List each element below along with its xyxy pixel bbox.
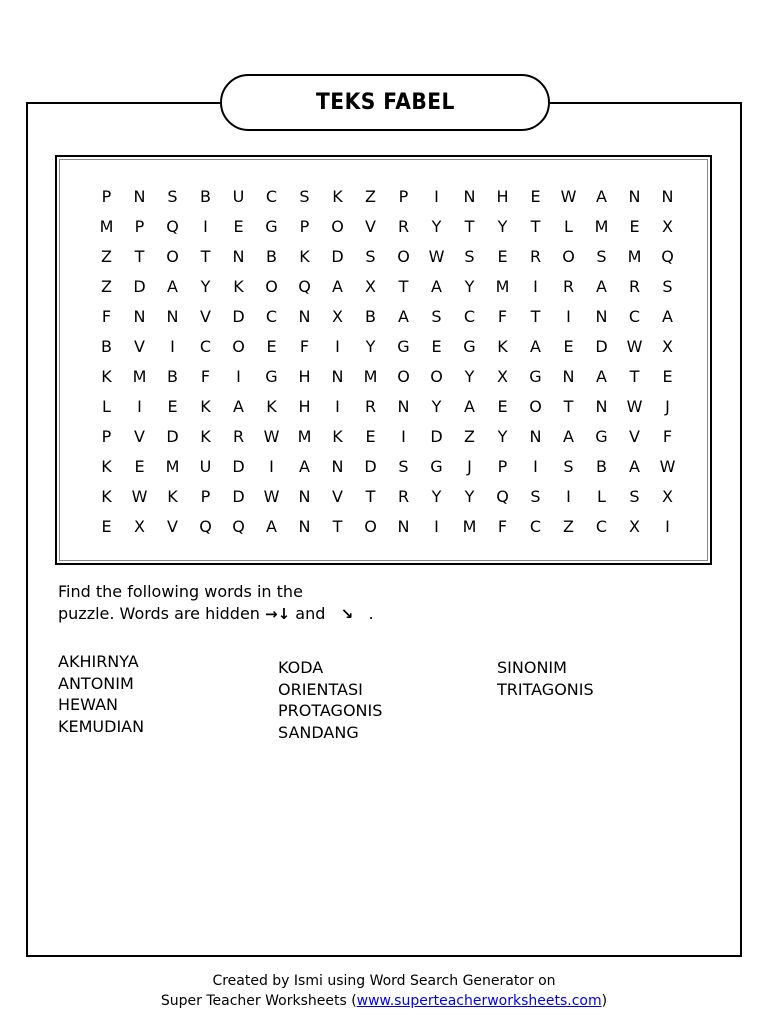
grid-letter: Q xyxy=(661,246,674,266)
grid-letter: C xyxy=(463,306,476,326)
grid-letter: O xyxy=(232,336,245,356)
grid-letter: Y xyxy=(365,336,376,356)
grid-letter: S xyxy=(629,486,640,506)
grid-letter: D xyxy=(595,336,608,356)
grid-letter: E xyxy=(431,336,442,356)
grid-letter: Q xyxy=(166,216,179,236)
grid-letter: W xyxy=(626,336,643,356)
grid-letter: V xyxy=(629,426,640,446)
grid-letter: O xyxy=(364,516,377,536)
grid-letter: X xyxy=(497,366,508,386)
grid-letter: T xyxy=(200,246,211,266)
grid-letter: F xyxy=(497,306,508,326)
grid-letter: N xyxy=(562,366,575,386)
instructions-and: and xyxy=(295,604,326,623)
grid-letter: W xyxy=(263,426,280,446)
grid-letter: T xyxy=(464,216,475,236)
grid-letter: V xyxy=(365,216,376,236)
grid-letter: S xyxy=(365,246,376,266)
grid-letter: T xyxy=(530,306,541,326)
grid-letter: I xyxy=(434,516,439,536)
grid-letter: Q xyxy=(232,516,245,536)
grid-letter: R xyxy=(364,396,377,416)
grid-letter: N xyxy=(298,516,311,536)
grid-letter: O xyxy=(397,246,410,266)
grid-letter: A xyxy=(596,276,607,296)
grid-letter: Y xyxy=(200,276,211,296)
grid-letter: I xyxy=(533,456,538,476)
word-item: TRITAGONIS xyxy=(497,679,594,699)
grid-letter: X xyxy=(662,216,673,236)
grid-letter: Y xyxy=(464,366,475,386)
grid-letter: A xyxy=(167,276,178,296)
grid-letter: V xyxy=(167,516,178,536)
grid-letter: J xyxy=(665,396,670,416)
grid-letter: S xyxy=(662,276,673,296)
grid-letter: G xyxy=(595,426,608,446)
grid-letter: A xyxy=(662,306,673,326)
grid-letter: N xyxy=(232,246,245,266)
grid-letter: N xyxy=(166,306,179,326)
grid-letter: Y xyxy=(431,216,442,236)
grid-letter: A xyxy=(530,336,541,356)
grid-letter: A xyxy=(233,396,244,416)
grid-letter: K xyxy=(266,396,277,416)
grid-letter: G xyxy=(430,456,443,476)
grid-letter: B xyxy=(266,246,277,266)
grid-letter: Y xyxy=(431,486,442,506)
grid-letter: R xyxy=(397,216,410,236)
grid-letter: P xyxy=(134,216,145,236)
grid-letter: B xyxy=(101,336,112,356)
grid-letter: R xyxy=(562,276,575,296)
grid-letter: R xyxy=(628,276,641,296)
grid-letter: M xyxy=(132,366,147,386)
grid-letter: K xyxy=(200,396,211,416)
grid-letter: G xyxy=(265,216,278,236)
grid-letter: W xyxy=(428,246,445,266)
grid-letter: F xyxy=(299,336,310,356)
grid-letter: G xyxy=(397,336,410,356)
grid-letter: Y xyxy=(497,426,508,446)
grid-letter: B xyxy=(365,306,376,326)
grid-letter: T xyxy=(134,246,145,266)
word-item: ORIENTASI xyxy=(278,679,363,699)
grid-letter: M xyxy=(495,276,510,296)
word-item: KEMUDIAN xyxy=(58,716,145,736)
grid-row xyxy=(90,211,684,241)
grid-letter: X xyxy=(365,276,376,296)
grid-letter: Y xyxy=(464,486,475,506)
grid-letter: I xyxy=(566,306,571,326)
instructions-period: . xyxy=(368,604,374,623)
grid-letter: C xyxy=(529,516,542,536)
grid-letter: F xyxy=(497,516,508,536)
grid-letter: A xyxy=(563,426,574,446)
grid-letter: N xyxy=(298,486,311,506)
grid-row xyxy=(90,271,684,301)
grid-letter: E xyxy=(365,426,376,446)
word-item: KODA xyxy=(278,658,324,677)
grid-letter: I xyxy=(401,426,406,446)
word-item: SINONIM xyxy=(497,658,567,677)
instructions-text: puzzle. Words are hidden xyxy=(58,604,260,623)
word-item: HEWAN xyxy=(58,695,118,714)
grid-letter: Z xyxy=(101,276,112,296)
grid-letter: Z xyxy=(563,516,574,536)
grid-letter: E xyxy=(563,336,574,356)
grid-letter: B xyxy=(200,186,211,206)
grid-letter: Q xyxy=(496,486,509,506)
grid-letter: Y xyxy=(431,396,442,416)
grid-letter: A xyxy=(266,516,277,536)
grid-letter: F xyxy=(200,366,211,386)
grid-letter: D xyxy=(430,426,443,446)
grid-letter: A xyxy=(629,456,640,476)
grid-letter: M xyxy=(594,216,609,236)
grid-letter: V xyxy=(134,426,145,446)
instructions-line-1: Find the following words in the xyxy=(58,582,303,601)
grid-letter: P xyxy=(398,186,409,206)
grid-letter: S xyxy=(563,456,574,476)
grid-letter: E xyxy=(101,516,112,536)
grid-letter: I xyxy=(137,396,142,416)
grid-letter: T xyxy=(629,366,640,386)
grid-letter: E xyxy=(497,246,508,266)
grid-letter: A xyxy=(431,276,442,296)
grid-letter: E xyxy=(167,396,178,416)
grid-letter: T xyxy=(398,276,409,296)
word-item: PROTAGONIS xyxy=(278,701,383,720)
grid-letter: Z xyxy=(464,426,475,446)
grid-letter: V xyxy=(200,306,211,326)
grid-letter: E xyxy=(662,366,673,386)
footer-link[interactable]: www.superteacherworksheets.com xyxy=(356,993,602,1009)
grid-letter: M xyxy=(363,366,378,386)
grid-letter: R xyxy=(529,246,542,266)
grid-row xyxy=(90,361,684,391)
grid-letter: S xyxy=(431,306,442,326)
grid-letter: W xyxy=(659,456,676,476)
grid-letter: I xyxy=(335,336,340,356)
grid-letter: U xyxy=(199,456,212,476)
letter-grid xyxy=(90,181,684,541)
grid-row xyxy=(90,481,684,511)
word-item: AKHIRNYA xyxy=(58,652,139,671)
grid-letter: T xyxy=(365,486,376,506)
grid-letter: O xyxy=(397,366,410,386)
grid-letter: L xyxy=(597,486,606,506)
word-list-column-1 xyxy=(58,651,144,737)
grid-letter: Y xyxy=(497,216,508,236)
grid-letter: K xyxy=(233,276,244,296)
grid-letter: H xyxy=(298,366,311,386)
word-list-column-3 xyxy=(497,657,594,700)
grid-letter: N xyxy=(661,186,674,206)
grid-letter: D xyxy=(232,306,245,326)
grid-letter: A xyxy=(398,306,409,326)
grid-letter: A xyxy=(332,276,343,296)
grid-letter: M xyxy=(165,456,180,476)
grid-letter: N xyxy=(331,456,344,476)
grid-letter: D xyxy=(166,426,179,446)
grid-letter: N xyxy=(133,306,146,326)
grid-letter: P xyxy=(101,186,112,206)
grid-letter: E xyxy=(134,456,145,476)
grid-letter: U xyxy=(232,186,245,206)
grid-letter: K xyxy=(101,366,112,386)
word-list-column-2 xyxy=(278,657,382,743)
grid-letter: T xyxy=(563,396,574,416)
grid-letter: G xyxy=(529,366,542,386)
grid-letter: C xyxy=(265,186,278,206)
grid-letter: P xyxy=(101,426,112,446)
grid-letter: E xyxy=(629,216,640,236)
grid-letter: E xyxy=(266,336,277,356)
instructions-line-2 xyxy=(58,603,374,625)
grid-letter: V xyxy=(332,486,343,506)
grid-letter: D xyxy=(331,246,344,266)
grid-letter: N xyxy=(298,306,311,326)
grid-letter: I xyxy=(665,516,670,536)
grid-letter: R xyxy=(232,426,245,446)
grid-letter: C xyxy=(595,516,608,536)
grid-letter: O xyxy=(166,246,179,266)
grid-letter: P xyxy=(497,456,508,476)
grid-letter: N xyxy=(331,366,344,386)
grid-letter: S xyxy=(464,246,475,266)
grid-letter: X xyxy=(629,516,640,536)
grid-letter: S xyxy=(398,456,409,476)
grid-letter: O xyxy=(562,246,575,266)
grid-letter: I xyxy=(434,186,439,206)
grid-letter: Z xyxy=(101,246,112,266)
grid-letter: F xyxy=(101,306,112,326)
grid-letter: X xyxy=(134,516,145,536)
footer-credit: Created by Ismi using Word Search Generator on xyxy=(212,973,556,989)
title-banner xyxy=(220,74,550,131)
grid-letter: F xyxy=(662,426,673,446)
grid-letter: S xyxy=(530,486,541,506)
grid-letter: Z xyxy=(365,186,376,206)
grid-letter: N xyxy=(397,396,410,416)
grid-letter: I xyxy=(269,456,274,476)
grid-letter: Y xyxy=(464,276,475,296)
grid-row xyxy=(90,451,684,481)
grid-letter: N xyxy=(133,186,146,206)
grid-letter: S xyxy=(167,186,178,206)
grid-letter: E xyxy=(233,216,244,236)
grid-letter: K xyxy=(332,186,343,206)
grid-letter: B xyxy=(596,456,607,476)
grid-letter: I xyxy=(170,336,175,356)
grid-letter: X xyxy=(332,306,343,326)
grid-letter: J xyxy=(467,456,472,476)
grid-letter: V xyxy=(134,336,145,356)
grid-letter: N xyxy=(595,306,608,326)
grid-letter: O xyxy=(430,366,443,386)
grid-letter: O xyxy=(265,276,278,296)
grid-letter: H xyxy=(298,396,311,416)
grid-letter: C xyxy=(628,306,641,326)
grid-row xyxy=(90,511,684,541)
grid-row xyxy=(90,301,684,331)
grid-letter: Q xyxy=(199,516,212,536)
grid-letter: T xyxy=(332,516,343,536)
footer-source-suffix: ) xyxy=(601,993,608,1009)
grid-letter: D xyxy=(133,276,146,296)
grid-letter: G xyxy=(463,336,476,356)
grid-letter: K xyxy=(101,486,112,506)
grid-letter: A xyxy=(299,456,310,476)
grid-letter: B xyxy=(167,366,178,386)
grid-letter: N xyxy=(397,516,410,536)
grid-letter: P xyxy=(200,486,211,506)
grid-letter: X xyxy=(662,336,673,356)
grid-letter: K xyxy=(101,456,112,476)
grid-letter: P xyxy=(299,216,310,236)
grid-letter: L xyxy=(102,396,111,416)
grid-letter: I xyxy=(566,486,571,506)
grid-letter: E xyxy=(530,186,541,206)
grid-letter: N xyxy=(595,396,608,416)
grid-letter: O xyxy=(529,396,542,416)
grid-letter: K xyxy=(332,426,343,446)
grid-row xyxy=(90,241,684,271)
grid-letter: C xyxy=(199,336,212,356)
grid-letter: E xyxy=(497,396,508,416)
grid-letter: D xyxy=(364,456,377,476)
footer xyxy=(0,971,768,1011)
grid-row xyxy=(90,181,684,211)
grid-letter: K xyxy=(167,486,178,506)
grid-letter: I xyxy=(335,396,340,416)
grid-letter: L xyxy=(564,216,573,236)
grid-row xyxy=(90,421,684,451)
grid-letter: R xyxy=(397,486,410,506)
grid-letter: H xyxy=(496,186,509,206)
grid-letter: N xyxy=(463,186,476,206)
grid-letter: K xyxy=(497,336,508,356)
instructions xyxy=(58,581,374,625)
grid-letter: M xyxy=(462,516,477,536)
grid-letter: W xyxy=(131,486,148,506)
grid-letter: I xyxy=(236,366,241,386)
grid-letter: D xyxy=(232,486,245,506)
grid-letter: S xyxy=(299,186,310,206)
grid-letter: X xyxy=(662,486,673,506)
grid-letter: I xyxy=(533,276,538,296)
grid-letter: M xyxy=(297,426,312,446)
grid-letter: T xyxy=(530,216,541,236)
word-item: SANDANG xyxy=(278,722,359,742)
footer-source xyxy=(0,991,768,1011)
grid-letter: Q xyxy=(298,276,311,296)
word-item: ANTONIM xyxy=(58,673,134,693)
grid-row xyxy=(90,331,684,361)
grid-row xyxy=(90,391,684,421)
grid-letter: M xyxy=(627,246,642,266)
grid-letter: S xyxy=(596,246,607,266)
grid-letter: A xyxy=(596,366,607,386)
grid-letter: D xyxy=(232,456,245,476)
page-title: TEKS FABEL xyxy=(315,90,455,115)
grid-letter: W xyxy=(263,486,280,506)
grid-letter: W xyxy=(560,186,577,206)
grid-letter: N xyxy=(628,186,641,206)
grid-letter: K xyxy=(299,246,310,266)
grid-letter: A xyxy=(596,186,607,206)
grid-letter: I xyxy=(203,216,208,236)
direction-arrows-icon: →↓ xyxy=(265,605,291,623)
footer-source-prefix: Super Teacher Worksheets ( xyxy=(160,993,357,1009)
grid-letter: G xyxy=(265,366,278,386)
grid-letter: O xyxy=(331,216,344,236)
grid-letter: C xyxy=(265,306,278,326)
grid-letter: M xyxy=(99,216,114,236)
diagonal-arrow-icon: ↘ xyxy=(340,605,354,623)
grid-letter: A xyxy=(464,396,475,416)
grid-letter: K xyxy=(200,426,211,446)
grid-letter: W xyxy=(626,396,643,416)
grid-letter: N xyxy=(529,426,542,446)
